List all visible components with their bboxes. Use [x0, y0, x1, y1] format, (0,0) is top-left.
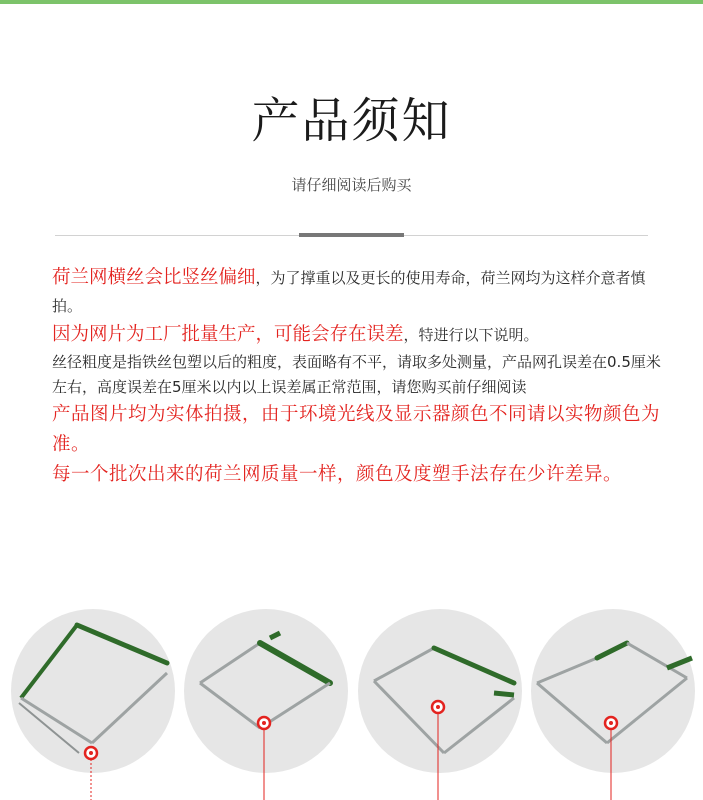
notice-paragraph-photo-color: 产品图片均为实体拍摄，由于环境光线及显示器颜色不同请以实物颜色为准。 [52, 404, 661, 455]
notice-emphasis: 荷兰网横丝会比竖丝偏细 [52, 267, 256, 288]
page-title: 产品须知 [251, 93, 452, 149]
notice-emphasis: 因为网片为工厂批量生产，可能会存在误差 [52, 324, 404, 345]
notice-paragraph-tolerance: 丝径粗度是指铁丝包塑以后的粗度，表面略有不平，请取多处测量，产品网孔误差在0.5厘米左右，高度误差在5厘米以内以上误差属正常范围，请您购买前仔细阅读 [52, 353, 661, 396]
section-divider-accent [299, 233, 404, 237]
notice-paragraph-wire-thickness [52, 264, 672, 320]
sample-photo-3 [354, 603, 526, 800]
top-accent-rule [0, 0, 703, 4]
notice-block [52, 264, 672, 490]
sample-photo-2 [180, 603, 352, 800]
notice-text: ，为了撑重以及更长的使用寿命，荷兰网均为这样介意者慎拍。 [52, 269, 646, 315]
sample-photo-4 [527, 603, 699, 800]
sample-photo-strip [0, 603, 703, 800]
notice-paragraph-batch-variance: 每一个批次出来的荷兰网质量一样，颜色及度塑手法存在少许差异。 [52, 464, 623, 485]
page-subtitle: 请仔细阅读后购买 [291, 176, 412, 194]
notice-text: ，特进行以下说明。 [403, 326, 539, 344]
sample-photo-1 [7, 603, 179, 800]
notice-paragraph-batch-error [52, 320, 672, 350]
